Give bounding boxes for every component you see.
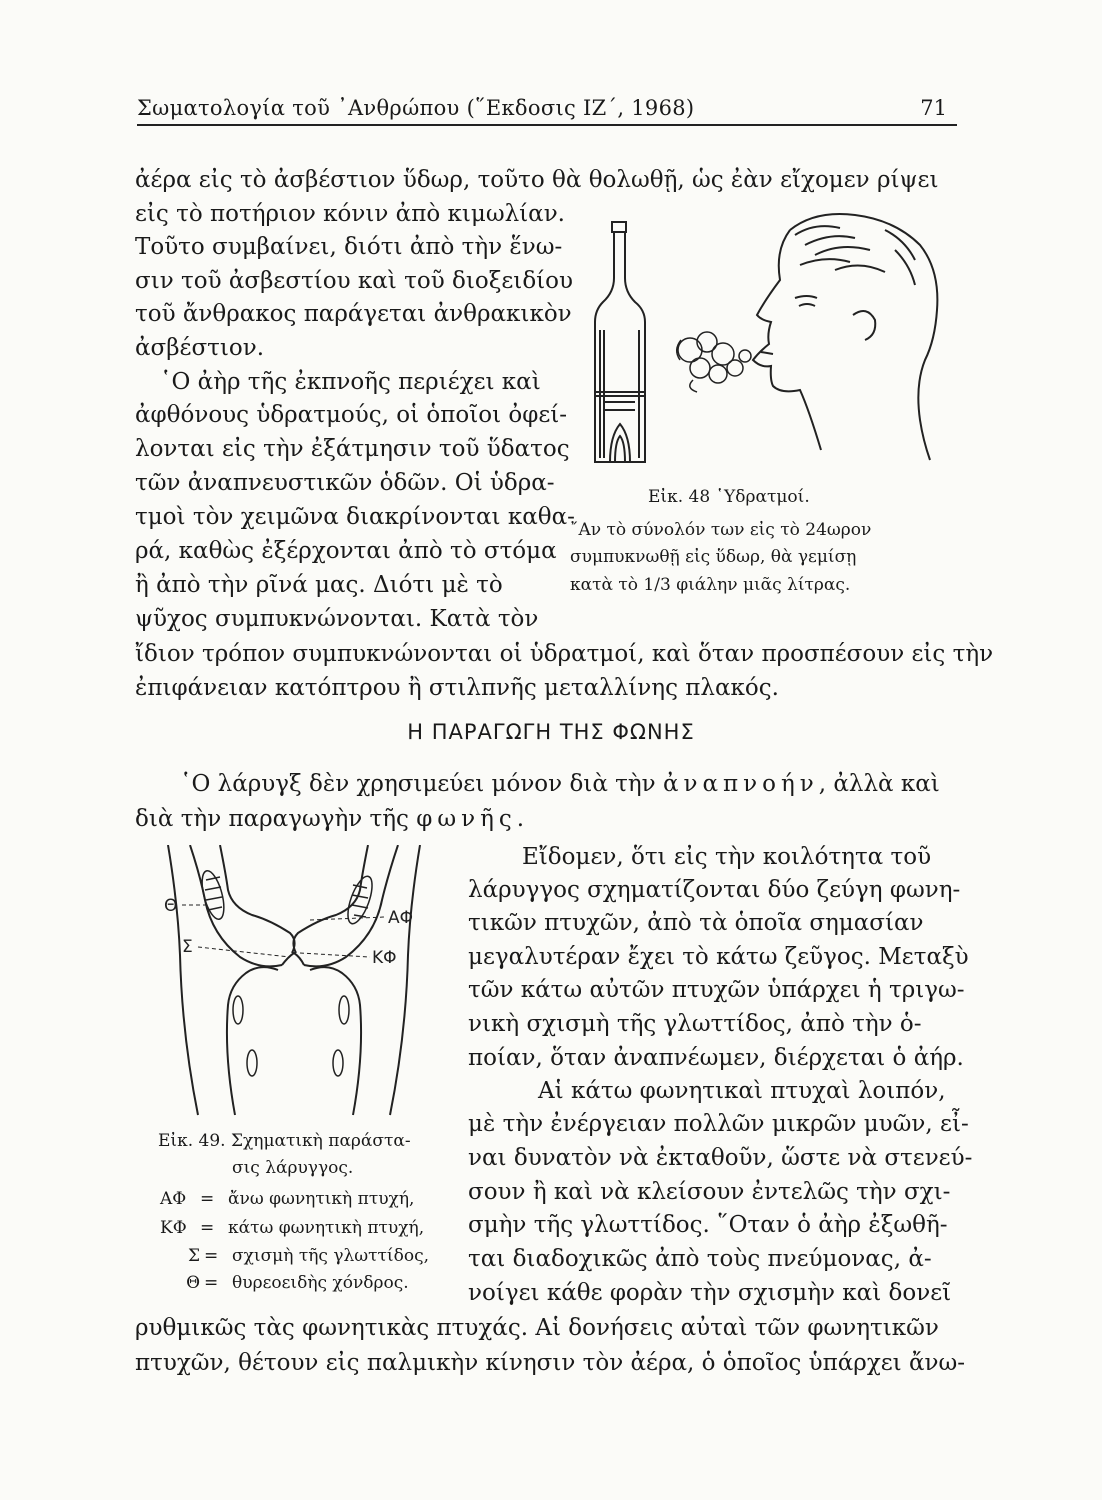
intro-text: διὰ τὴν παραγωγὴν τῆς: [135, 806, 409, 832]
intro-line-2: [135, 805, 524, 833]
legend-eq: =: [200, 1189, 215, 1209]
text-line: τμοὶ τὸν χειμῶνα διακρίνονται καθα-: [135, 504, 575, 530]
legend-value: κάτω φωνητικὴ πτυχή,: [228, 1218, 425, 1238]
legend-key: Θ: [186, 1273, 200, 1293]
label-theta: Θ: [164, 896, 178, 916]
caption-line: κατὰ τὸ 1/3 φιάλην μιᾶς λίτρας.: [570, 575, 851, 595]
text-line: ρά, καθὼς ἐξέρχονται ἀπὸ τὸ στόμα: [135, 538, 557, 564]
text-line: ἐπιφάνειαν κατόπτρου ἢ στιλπνῆς μεταλλίνης πλακός.: [135, 675, 779, 701]
text-line: ἴδιον τρόπον συμπυκνώνονται οἱ ὑδρατμοί, καὶ ὅταν προσπέσουν εἰς τὴν: [135, 641, 994, 667]
text-line: ρυθμικῶς τὰς φωνητικὰς πτυχάς. Αἱ δονήσεις αὐταὶ τῶν φωνητικῶν: [135, 1315, 939, 1341]
legend-row: [160, 1217, 424, 1239]
text-line: ἀσβέστιον.: [135, 335, 265, 361]
text-line: τικῶν πτυχῶν, ἀπὸ τὰ ὁποῖα σημασίαν: [468, 910, 924, 936]
text-line: ψῦχος συμπυκνώνονται. Κατὰ τὸν: [135, 606, 539, 632]
bottle-drawing: [595, 222, 645, 462]
hatched-folds: [198, 869, 377, 1076]
legend-row: [160, 1272, 409, 1294]
label-sigma: Σ: [182, 937, 193, 957]
intro-spaced-word: φωνῆς: [416, 806, 517, 832]
vapor-puffs: [677, 332, 751, 392]
figure-49-title-cont: σις λάρυγγος.: [232, 1158, 354, 1178]
running-title: Σωματολογία τοῦ ᾿Ανθρώπου (῞Εκδοσις ΙΖ΄, 1968): [137, 96, 695, 120]
larynx-outline: [168, 845, 420, 1115]
text-line: Αἱ κάτω φωνητικαὶ πτυχαὶ λοιπόν,: [538, 1078, 946, 1104]
legend-row: [160, 1188, 414, 1210]
running-head: [137, 96, 957, 126]
label-kf: ΚΦ: [372, 948, 397, 968]
caption-line: ῎Αν τὸ σύνολόν των εἰς τὸ 24ωρον: [570, 520, 872, 540]
text-line: μεγαλυτέραν ἔχει τὸ κάτω ζεῦγος. Μεταξὺ: [468, 944, 969, 970]
section-heading: Η ΠΑΡΑΓΩΓΗ ΤΗΣ ΦΩΝΗΣ: [407, 720, 695, 744]
intro-text: , ἀλλὰ καὶ: [818, 771, 940, 797]
text-line: ἢ ἀπὸ τὴν ρῖνά μας. Διότι μὲ τὸ: [135, 572, 503, 598]
text-line: νοίγει κάθε φορὰν τὴν σχισμὴν καὶ δονεῖ: [468, 1280, 952, 1306]
text-line: Εἴδομεν, ὅτι εἰς τὴν κοιλότητα τοῦ: [522, 844, 932, 870]
intro-spaced-word: ἀναπνοήν: [662, 771, 819, 797]
caption-line: συμπυκνωθῇ εἰς ὕδωρ, θὰ γεμίσῃ: [570, 547, 857, 567]
figure-49-title: Εἰκ. 49. Σχηματικὴ παράστα-: [158, 1131, 411, 1151]
text-line: μὲ τὴν ἐνέργειαν πολλῶν μικρῶν μυῶν, εἶ-: [468, 1111, 969, 1137]
legend-key: ΑΦ: [160, 1189, 187, 1209]
label-af: ΑΦ: [388, 908, 414, 928]
page-number: 71: [920, 96, 947, 120]
text-line: λονται εἰς τὴν ἐξάτμησιν τοῦ ὕδατος: [135, 436, 570, 462]
text-line: Τοῦτο συμβαίνει, διότι ἀπὸ τὴν ἕνω-: [135, 234, 563, 260]
text-line: σιν τοῦ ἀσβεστίου καὶ τοῦ διοξειδίου: [135, 268, 574, 294]
figure-48-illustration: [585, 210, 955, 480]
legend-value: ἄνω φωνητικὴ πτυχή,: [228, 1189, 415, 1209]
legend-row: [160, 1245, 429, 1267]
legend-key: Σ: [187, 1246, 200, 1266]
text-line: πτυχῶν, θέτουν εἰς παλμικὴν κίνησιν τὸν ἀέρα, ὁ ὁποῖος ὑπάρχει ἄνω-: [135, 1350, 966, 1376]
text-line: ποίαν, ὅταν ἀναπνέωμεν, διέρχεται ὁ ἀήρ.: [468, 1045, 964, 1071]
text-line: τῶν ἀναπνευστικῶν ὁδῶν. Οἱ ὑδρα-: [135, 470, 555, 496]
legend-eq: =: [204, 1273, 219, 1293]
legend-value: σχισμὴ τῆς γλωττίδος,: [232, 1246, 429, 1266]
text-line: τῶν κάτω αὐτῶν πτυχῶν ὑπάρχει ἡ τριγω-: [468, 977, 965, 1003]
text-line: ῾Ο ἀὴρ τῆς ἐκπνοῆς περιέχει καὶ: [160, 369, 541, 395]
text-line: νικὴ σχισμὴ τῆς γλωττίδος, ἀπὸ τὴν ὁ-: [468, 1011, 922, 1037]
text-line: σμὴν τῆς γλωττίδος. ῞Οταν ὁ ἀὴρ ἐξωθῆ-: [468, 1212, 948, 1238]
figure-48-title: Εἰκ. 48 ῾Υδρατμοί.: [648, 487, 810, 507]
intro-text: .: [516, 806, 525, 832]
legend-eq: =: [200, 1218, 215, 1238]
text-line: ἀέρα εἰς τὸ ἀσβέστιον ὕδωρ, τοῦτο θὰ θολωθῇ, ὡς ἐὰν εἴχομεν ρίψει: [135, 167, 939, 193]
intro-text: ῾Ο λάρυγξ δὲν χρησιμεύει μόνον διὰ τὴν: [180, 771, 656, 797]
text-line: εἰς τὸ ποτήριον κόνιν ἀπὸ κιμωλίαν.: [135, 201, 565, 227]
text-line: ται διαδοχικῶς ἀπὸ τοὺς πνεύμονας, ἀ-: [468, 1246, 932, 1272]
text-line: ναι δυνατὸν νὰ ἐκταθοῦν, ὥστε νὰ στενεύ-: [468, 1145, 973, 1171]
legend-eq: =: [204, 1246, 219, 1266]
text-line: τοῦ ἄνθρακος παράγεται ἀνθρακικὸν: [135, 301, 572, 327]
legend-value: θυρεοειδὴς χόνδρος.: [232, 1273, 409, 1293]
text-line: λάρυγγος σχηματίζονται δύο ζεύγη φωνη-: [468, 877, 961, 903]
header-rule: [137, 124, 957, 126]
text-line: σουν ἢ καὶ νὰ κλείσουν ἐντελῶς τὴν σχι-: [468, 1179, 951, 1205]
intro-line-1: [180, 770, 940, 798]
figure-49-larynx-diagram: [160, 845, 435, 1120]
legend-key: ΚΦ: [160, 1218, 187, 1238]
text-line: ἀφθόνους ὑδρατμούς, οἱ ὁποῖοι ὀφεί-: [135, 402, 568, 428]
head-profile: [753, 214, 937, 460]
